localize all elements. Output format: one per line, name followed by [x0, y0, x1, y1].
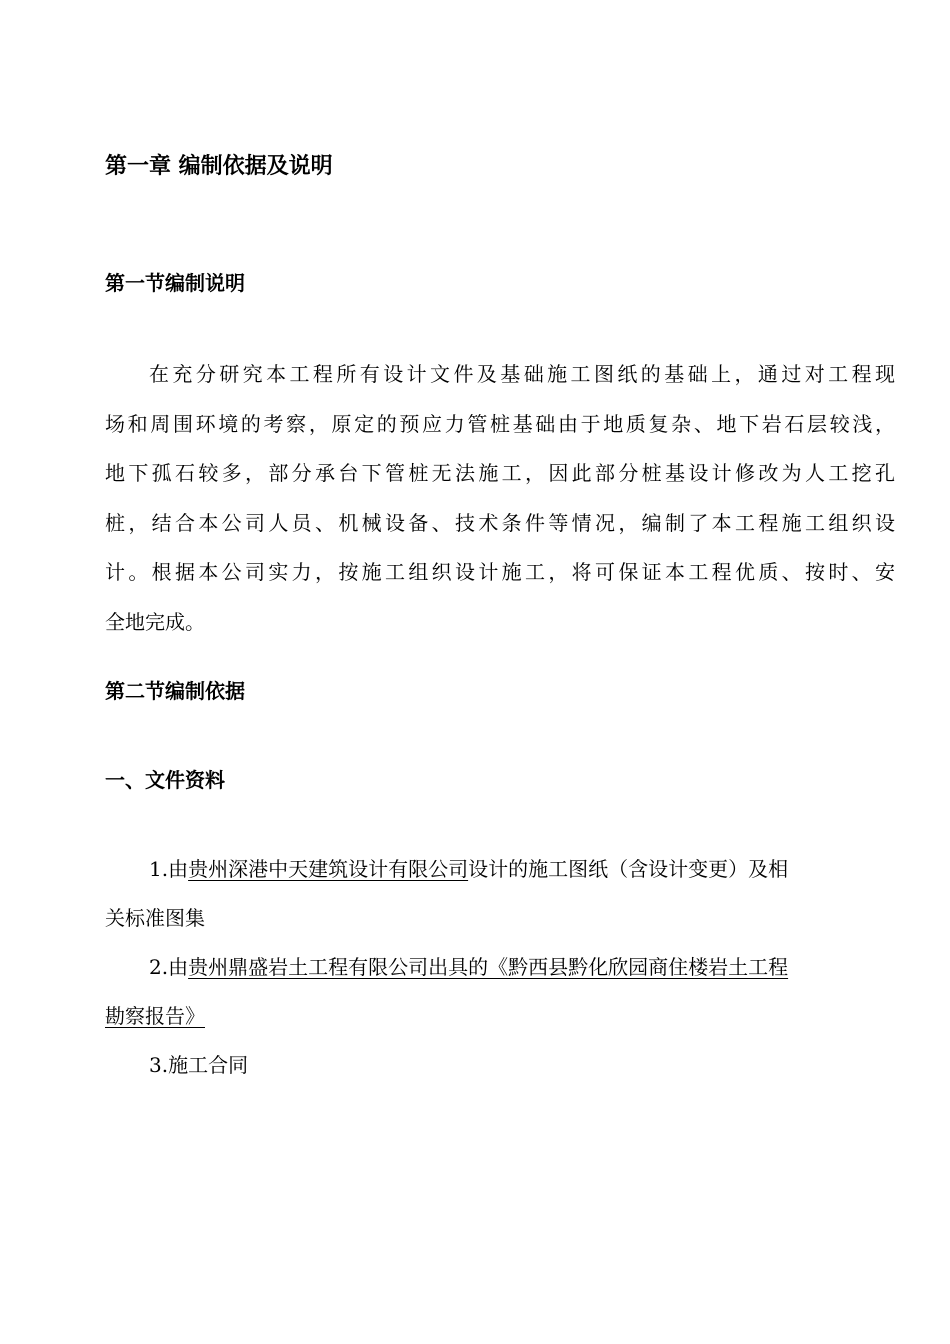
paragraph-line: 桩，结合本公司人员、机械设备、技术条件等情况，编制了本工程施工组织设 [105, 510, 895, 535]
chapter-title: 第一章 编制依据及说明 [105, 153, 333, 179]
compilation-notes-paragraph [105, 350, 895, 648]
list-item [105, 943, 885, 992]
section-title-compilation-notes: 第一节编制说明 [105, 271, 245, 295]
survey-report-reference: 贵州鼎盛岩土工程有限公司出具的《黔西县黔化欣园商住楼岩土工程 [188, 955, 789, 979]
list-item-continuation: 关标准图集 [105, 906, 205, 930]
paragraph-line: 全地完成。 [105, 609, 205, 634]
survey-report-reference-cont: 勘察报告》 [105, 1004, 205, 1028]
list-item-prefix: 2.由 [149, 955, 189, 979]
designer-company-name: 贵州深港中天建筑设计有限公司 [188, 857, 469, 881]
list-item-prefix: 1.由 [149, 857, 189, 881]
paragraph-line: 在充分研究本工程所有设计文件及基础施工图纸的基础上，通过对工程现 [149, 362, 895, 386]
section-title-compilation-basis: 第二节编制依据 [105, 679, 245, 703]
paragraph-line: 地下孤石较多，部分承台下管桩无法施工，因此部分桩基设计修改为人工挖孔 [105, 461, 895, 486]
list-item: 3.施工合同 [149, 1053, 249, 1077]
documents-list [105, 845, 885, 1090]
subsection-title-documents: 一、文件资料 [105, 768, 225, 792]
paragraph-line: 计。根据本公司实力，按施工组织设计施工，将可保证本工程优质、按时、安 [105, 560, 895, 585]
list-item [105, 845, 885, 894]
list-item-continuation [105, 992, 885, 1041]
list-item-text: 设计的施工图纸（含设计变更）及相 [468, 857, 789, 881]
paragraph-line: 场和周围环境的考察，原定的预应力管桩基础由于地质复杂、地下岩石层较浅， [105, 411, 895, 436]
